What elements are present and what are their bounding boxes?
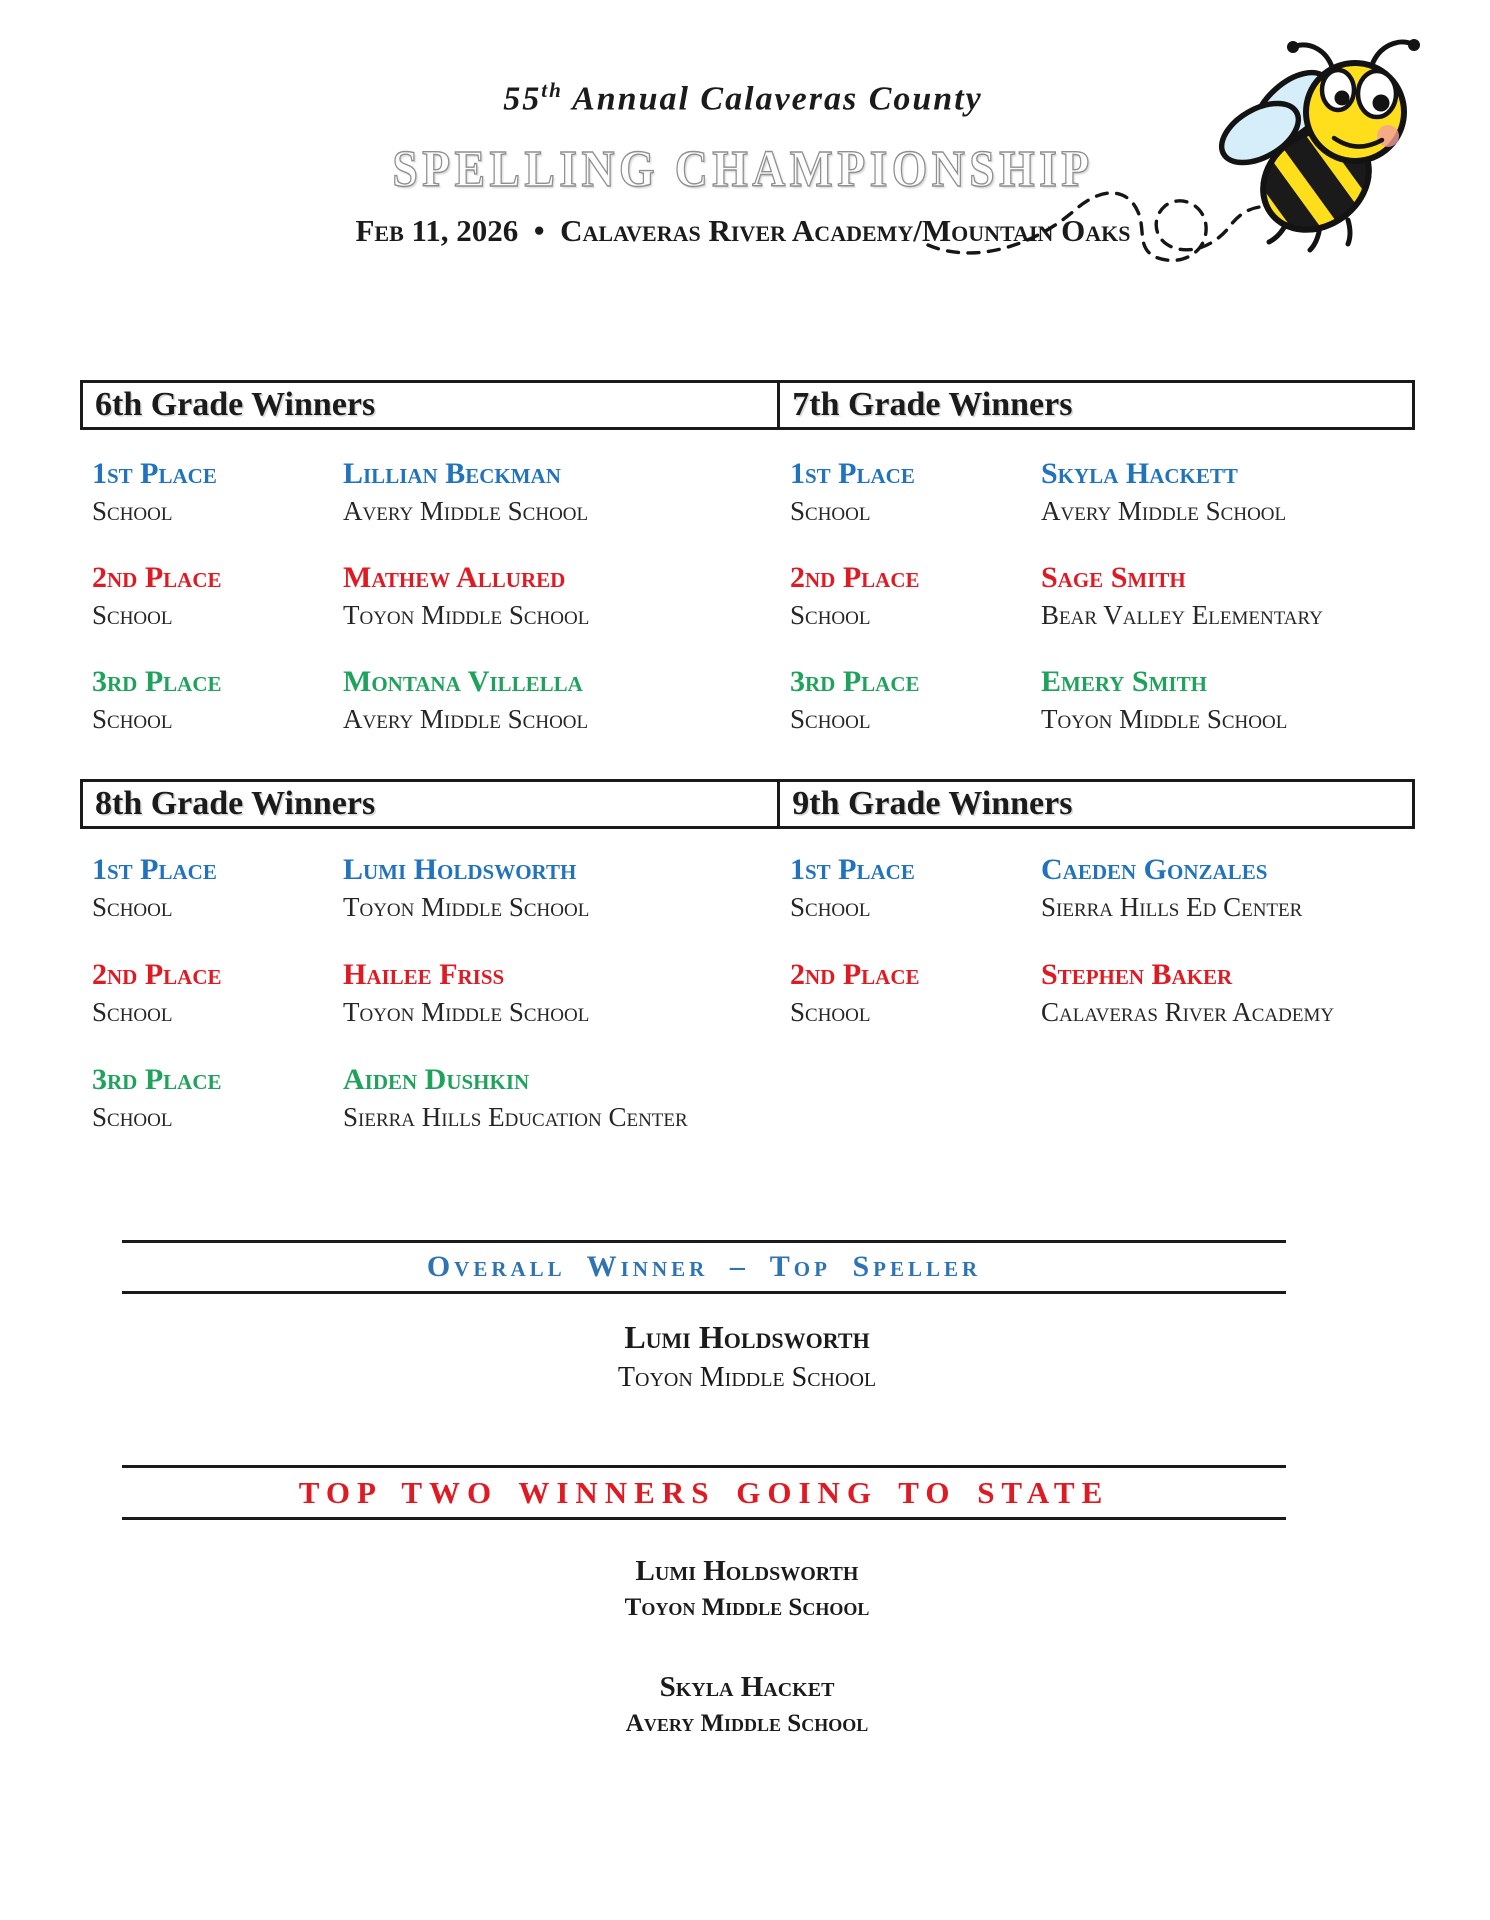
school-label: School — [92, 704, 173, 734]
winner-name: Mathew Allured — [343, 561, 566, 594]
overall-winner-school: Toyon Middle School — [617, 1362, 877, 1393]
event-number: 55 — [503, 80, 542, 118]
school-name: Bear Valley Elementary — [1041, 600, 1323, 630]
school-name: Avery Middle School — [1041, 496, 1287, 526]
event-ordinal: th — [541, 78, 563, 102]
event-subtitle-text: Annual Calaveras County — [562, 80, 983, 118]
bullet-separator: • — [533, 213, 545, 249]
school-label: School — [92, 496, 173, 526]
bee-flight-path — [928, 193, 1285, 260]
school-label: School — [92, 892, 173, 922]
table-header-row — [80, 380, 1415, 430]
table-entries — [80, 430, 1415, 737]
event-date: Feb 11, 2026 — [355, 213, 519, 249]
place-label: 1st Place — [790, 853, 915, 886]
school-label: School — [790, 704, 871, 734]
school-label: School — [790, 496, 871, 526]
winner-name: Lumi Holdsworth — [343, 853, 577, 886]
place-label: 1st Place — [92, 457, 217, 490]
state-winner-school: Avery Middle School — [625, 1710, 869, 1737]
row-spacer — [92, 1030, 1415, 1061]
bee-pupil — [1335, 91, 1350, 106]
bee-cheek — [1377, 125, 1399, 147]
overall-winner-section — [122, 1240, 1286, 1294]
winner-name: Sage Smith — [1041, 561, 1186, 594]
event-venue: Calaveras River Academy/Mountain Oaks — [560, 213, 1131, 249]
school-name: Toyon Middle School — [343, 892, 590, 922]
place-label: 2nd Place — [92, 958, 222, 991]
winner-name: Skyla Hackett — [1041, 457, 1238, 490]
winner-name: Stephen Baker — [1041, 958, 1233, 991]
state-winner-name: Lumi Holdsworth — [635, 1555, 859, 1587]
state-winner-name: Skyla Hacket — [659, 1671, 835, 1703]
place-label: 2nd Place — [790, 561, 920, 594]
school-name: Avery Middle School — [343, 496, 589, 526]
overall-winner-heading: Overall Winner – Top Speller — [426, 1250, 982, 1283]
school-label: School — [790, 997, 871, 1027]
place-label: 3rd Place — [92, 1063, 222, 1096]
school-name: Avery Middle School — [343, 704, 589, 734]
empty-cell — [1041, 1099, 1415, 1135]
state-winner-block — [122, 1552, 1372, 1626]
school-label: School — [790, 600, 871, 630]
winner-name: Aiden Dushkin — [343, 1063, 530, 1096]
school-label: School — [790, 892, 871, 922]
row-spacer — [92, 925, 1415, 956]
empty-cell — [1041, 1061, 1415, 1099]
school-label: School — [92, 1102, 173, 1132]
winners-table-6th-7th — [80, 380, 1415, 737]
overall-winner-block — [122, 1316, 1372, 1398]
state-winner-school: Toyon Middle School — [624, 1594, 870, 1621]
school-name: Toyon Middle School — [1041, 704, 1288, 734]
place-label: 2nd Place — [92, 561, 222, 594]
table-entries — [80, 829, 1415, 1135]
bee-illustration — [880, 30, 1460, 290]
column-heading-7th-grade: 7th Grade Winners — [777, 383, 1412, 427]
antenna-tip — [1287, 41, 1299, 53]
school-name: Sierra Hills Ed Center — [1041, 892, 1303, 922]
school-label: School — [92, 600, 173, 630]
row-spacer — [92, 529, 1415, 559]
school-name: Sierra Hills Education Center — [343, 1102, 688, 1132]
antenna-tip — [1408, 39, 1420, 51]
cartoon-bee-icon — [880, 30, 1460, 290]
school-label: School — [92, 997, 173, 1027]
winner-name: Lillian Beckman — [343, 457, 561, 490]
column-heading-9th-grade: 9th Grade Winners — [777, 782, 1412, 826]
column-heading-6th-grade: 6th Grade Winners — [95, 386, 376, 423]
place-label: 3rd Place — [790, 665, 920, 698]
winner-name: Hailee Friss — [343, 958, 505, 991]
place-label: 3rd Place — [92, 665, 222, 698]
empty-cell — [790, 1061, 1041, 1099]
winner-name: Caeden Gonzales — [1041, 853, 1268, 886]
place-label: 1st Place — [92, 853, 217, 886]
table-header-row — [80, 779, 1415, 829]
row-spacer — [92, 633, 1415, 663]
winners-table-8th-9th — [80, 779, 1415, 1135]
winner-name: Emery Smith — [1041, 665, 1207, 698]
place-label: 2nd Place — [790, 958, 920, 991]
bee-body-group — [1212, 39, 1420, 250]
state-winner-block — [122, 1668, 1372, 1742]
overall-winner-name: Lumi Holdsworth — [624, 1319, 870, 1355]
state-winners-heading: TOP TWO WINNERS GOING TO STATE — [298, 1475, 1110, 1510]
school-name: Toyon Middle School — [343, 600, 590, 630]
event-title: SPELLING CHAMPIONSHIP — [392, 141, 1094, 199]
column-heading-8th-grade: 8th Grade Winners — [95, 785, 376, 822]
empty-cell — [790, 1099, 1041, 1135]
state-winners-section — [122, 1465, 1286, 1520]
winner-name: Montana Villella — [343, 665, 583, 698]
bee-pupil — [1373, 95, 1390, 112]
school-name: Calaveras River Academy — [1041, 997, 1335, 1027]
place-label: 1st Place — [790, 457, 915, 490]
school-name: Toyon Middle School — [343, 997, 590, 1027]
